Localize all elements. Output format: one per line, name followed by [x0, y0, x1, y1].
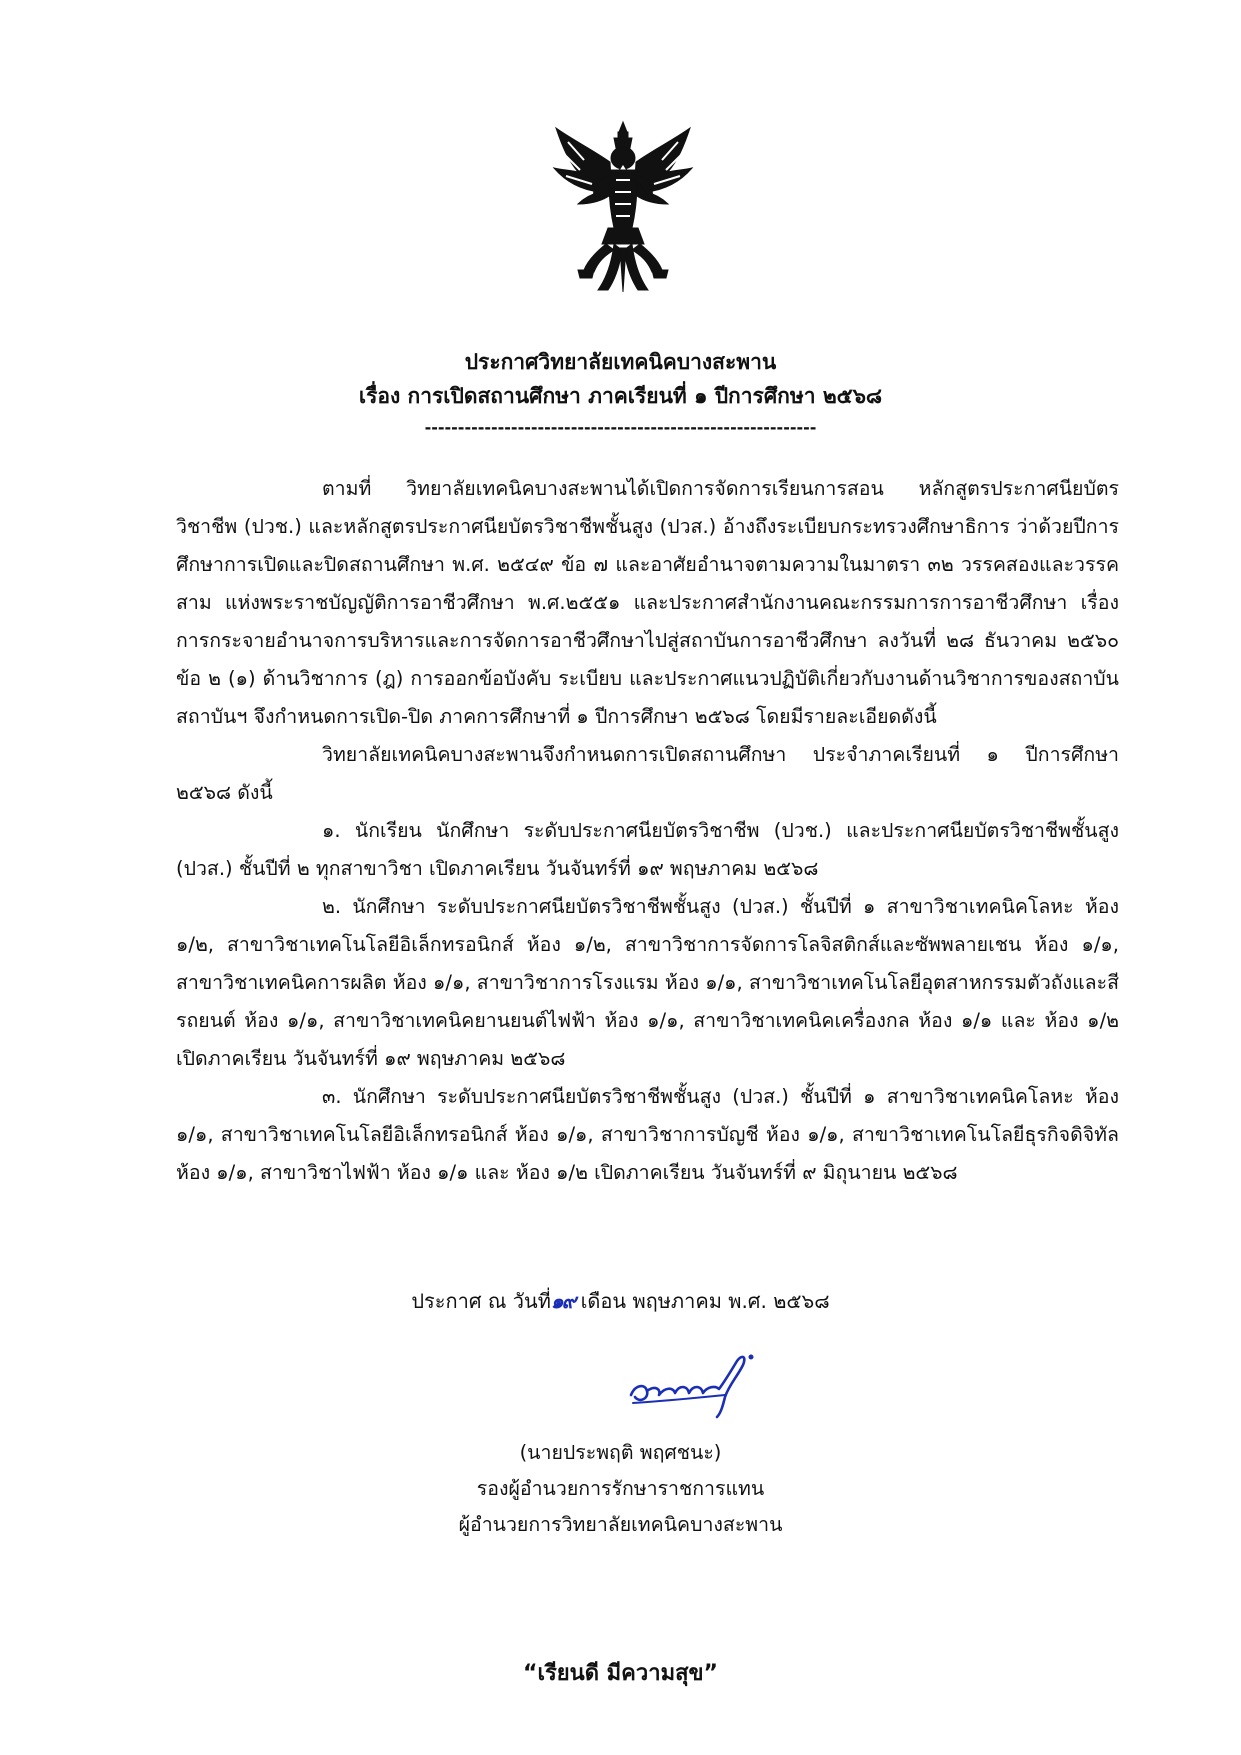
item-paragraph-1: ๑. นักเรียน นักศึกษา ระดับประกาศนียบัตรวิชาชีพ (ปวช.) และประกาศนียบัตรวิชาชีพชั้นสูง (ปวส.) ชั้นปีที่ ๒ ทุกสาขาวิชา เปิดภาคเรียน วันจันทร์ที่ ๑๙ พฤษภาคม ๒๕๖๘ — [176, 819, 1119, 880]
college-motto: “เรียนดี มีความสุข” — [522, 1661, 719, 1686]
item-paragraph-2: ๒. นักศึกษา ระดับประกาศนียบัตรวิชาชีพชั้นสูง (ปวส.) ชั้นปีที่ ๑ สาขาวิชาเทคนิคโลหะ ห้อง ๑/๒, สาขาวิชาเทคโนโลยีอิเล็กทรอนิกส์ ห้อง ๑/๒, สาขาวิชาการจัดการโลจิสติกส์และซัพพลายเชน ห้อง ๑/๑, สาขาวิชาเทคนิคการผลิต ห้อง ๑/๑, สาขาวิชาการโรงแรม ห้อง ๑/๑, สาขาวิชาเทคโนโลยีอุตสาหกรรมตัวถังและสีรถยนต์ ห้อง ๑/๑, สาขาวิชาเทคนิคยานยนต์ไฟฟ้า ห้อง ๑/๑, สาขาวิชาเทคนิคเครื่องกล ห้อง ๑/๑ และ ห้อง ๑/๒ เปิดภาคเรียน วันจันทร์ที่ ๑๙ พฤษภาคม ๒๕๖๘ — [176, 895, 1119, 1070]
announcement-date — [0, 1285, 1241, 1317]
announcement-header — [0, 345, 1241, 441]
announcement-subject: เรื่อง การเปิดสถานศึกษา ภาคเรียนที่ ๑ ปีการศึกษา ๒๕๖๘ — [358, 384, 883, 408]
signatory-position-1: รองผู้อำนวยการรักษาราชการแทน — [476, 1477, 765, 1500]
signatory-position-2: ผู้อำนวยการวิทยาลัยเทคนิคบางสะพาน — [458, 1513, 783, 1536]
title-divider: ----------------------------------------------------------- — [424, 418, 817, 437]
date-prefix: ประกาศ ณ วันที่ — [411, 1289, 551, 1313]
decision-paragraph: วิทยาลัยเทคนิคบางสะพานจึงกำหนดการเปิดสถานศึกษา ประจำภาคเรียนที่ ๑ ปีการศึกษา ๒๕๖๘ ดังนี้ — [176, 743, 1119, 804]
signature-image — [625, 1345, 765, 1420]
announcement-title: ประกาศวิทยาลัยเทคนิคบางสะพาน — [464, 350, 777, 374]
date-day-handwritten: ๑๙ — [550, 1289, 575, 1313]
intro-paragraph: ตามที่ วิทยาลัยเทคนิคบางสะพานได้เปิดการจัดการเรียนการสอน หลักสูตรประกาศนียบัตรวิชาชีพ (ปวช.) และหลักสูตรประกาศนียบัตรวิชาชีพชั้นสูง (ปวส.) อ้างถึงระเบียบกระทรวงศึกษาธิการ ว่าด้วยปีการศึกษาการเปิดและปิดสถานศึกษา พ.ศ. ๒๕๔๙ ข้อ ๗ และอาศัยอำนาจตามความในมาตรา ๓๒ วรรคสองและวรรคสาม แห่งพระราชบัญญัติการอาชีวศึกษา พ.ศ.๒๕๕๑ และประกาศสำนักงานคณะกรรมการการอาชีวศึกษา เรื่อง การกระจายอำนาจการบริหารและการจัดการอาชีวศึกษาไปสู่สถาบันการอาชีวศึกษา ลงวันที่ ๒๘ ธันวาคม ๒๕๖๐ ข้อ ๒ (๑) ด้านวิชาการ (ฎ) การออกข้อบังคับ ระเบียบ และประกาศแนวปฏิบัติเกี่ยวกับงานด้านวิชาการของสถาบัน สถาบันฯ จึงกำหนดการเปิด-ปิด ภาคการศึกษาที่ ๑ ปีการศึกษา ๒๕๖๘ โดยมีรายละเอียดดังนี้ — [176, 477, 1119, 728]
item-paragraph-3: ๓. นักศึกษา ระดับประกาศนียบัตรวิชาชีพชั้นสูง (ปวส.) ชั้นปีที่ ๑ สาขาวิชาเทคนิคโลหะ ห้อง ๑/๑, สาขาวิชาเทคโนโลยีอิเล็กทรอนิกส์ ห้อง ๑/๑, สาขาวิชาการบัญชี ห้อง ๑/๑, สาขาวิชาเทคโนโลยีธุรกิจดิจิทัล ห้อง ๑/๑, สาขาวิชาไฟฟ้า ห้อง ๑/๑ และ ห้อง ๑/๒ เปิดภาคเรียน วันจันทร์ที่ ๙ มิถุนายน ๒๕๖๘ — [176, 1085, 1119, 1184]
date-month-year: เดือน พฤษภาคม พ.ศ. ๒๕๖๘ — [574, 1289, 830, 1313]
announcement-body — [176, 470, 1119, 1192]
garuda-emblem-icon — [548, 120, 698, 295]
signatory-name: (นายประพฤติ พฤศชนะ) — [519, 1441, 722, 1464]
signatory-block — [0, 1435, 1241, 1543]
